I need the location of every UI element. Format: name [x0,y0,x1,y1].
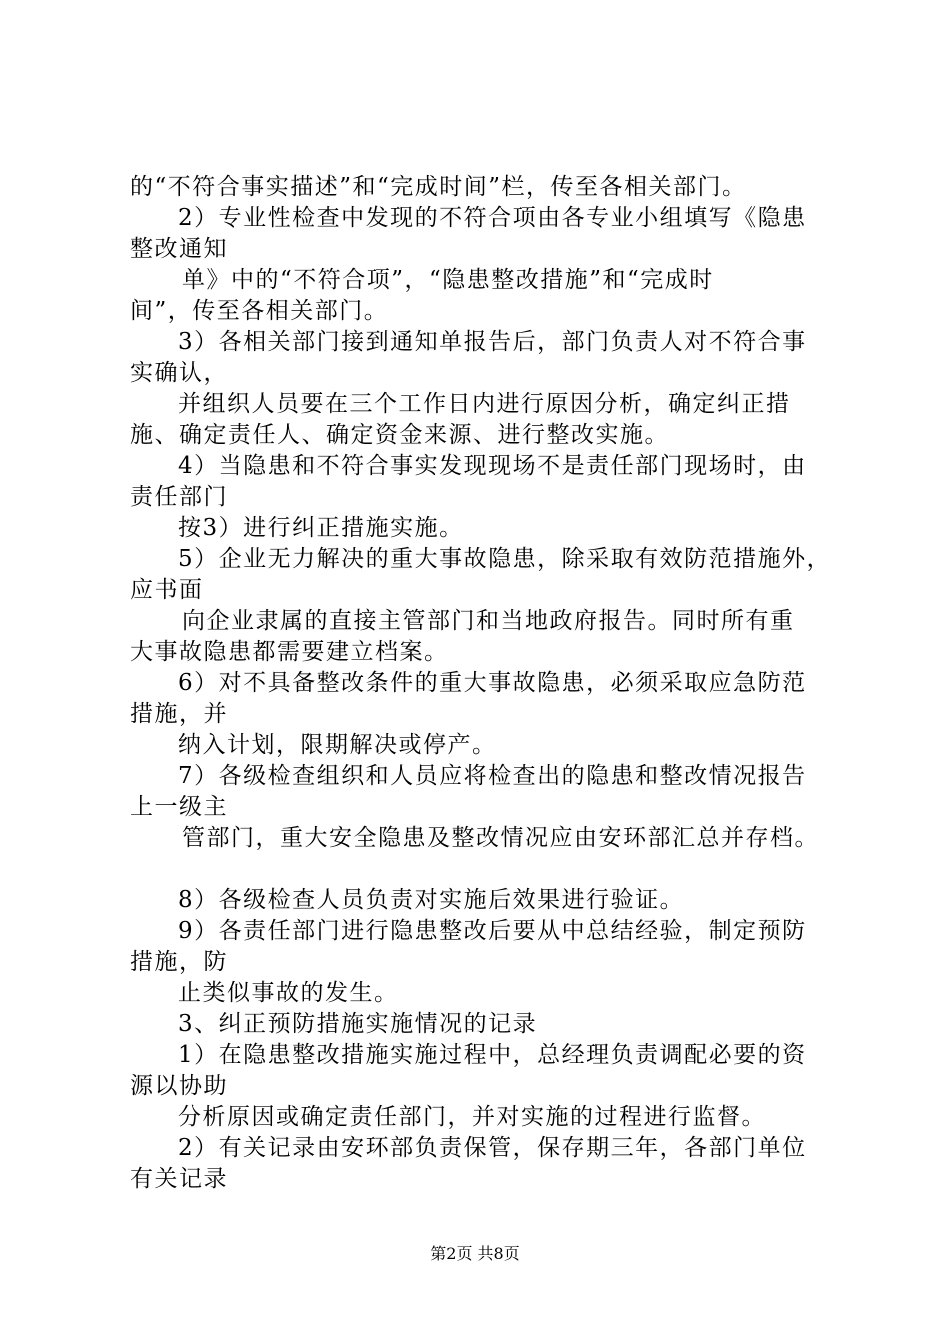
text-line: 1）在隐患整改措施实施过程中，总经理负责调配必要的资 [178,1042,807,1068]
text-line: 措施，并 [130,701,228,727]
text-line: 管部门，重大安全隐患及整改情况应由安环部汇总并存档。 [182,825,819,851]
text-line: 向企业隶属的直接主管部门和当地政府报告。同时所有重 [182,608,795,634]
text-line: 的“不符合事实描述”和“完成时间”栏，传至各相关部门。 [130,174,747,200]
text-line: 责任部门 [130,484,228,510]
document-body [130,172,860,1195]
page-number-footer: 第2页 共8页 [430,1244,520,1263]
text-line: 源以协助 [130,1073,228,1099]
text-line: 9）各责任部门进行隐患整改后要从中总结经验，制定预防 [178,918,807,944]
text-line: 单》中的“不符合项”，“隐患整改措施”和“完成时 [182,267,714,293]
text-line: 实确认， [130,360,228,386]
text-line: 4）当隐患和不符合事实发现现场不是责任部门现场时，由 [178,453,807,479]
paragraph-gap [130,854,860,885]
text-line: 纳入计划，限期解决或停产。 [178,732,497,758]
text-line: 并组织人员要在三个工作日内进行原因分析，确定纠正措 [178,391,791,417]
text-line: 2）专业性检查中发现的不符合项由各专业小组填写《隐患 [178,205,807,231]
text-line: 施、确定责任人、确定资金来源、进行整改实施。 [130,422,669,448]
section-heading: 3、纠正预防措施实施情况的记录 [178,1011,538,1037]
text-line: 上一级主 [130,794,228,820]
text-line: 按3）进行纠正措施实施。 [178,515,464,541]
text-line: 8）各级检查人员负责对实施后效果进行验证。 [178,887,685,913]
text-line: 大事故隐患都需要建立档案。 [130,639,449,665]
text-line: 有关记录 [130,1166,228,1192]
text-line: 2）有关记录由安环部负责保管，保存期三年，各部门单位 [178,1135,807,1161]
text-line: 措施，防 [130,949,228,975]
text-line: 3）各相关部门接到通知单报告后，部门负责人对不符合事 [178,329,807,355]
text-line: 应书面 [130,577,204,603]
text-line: 7）各级检查组织和人员应将检查出的隐患和整改情况报告 [178,763,807,789]
text-line: 止类似事故的发生。 [178,980,399,1006]
text-line: 间”，传至各相关部门。 [130,298,389,324]
text-line: 5）企业无力解决的重大事故隐患，除采取有效防范措施外， [178,546,832,572]
text-line: 分析原因或确定责任部门，并对实施的过程进行监督。 [178,1104,766,1130]
text-line: 6）对不具备整改条件的重大事故隐患，必须采取应急防范 [178,670,807,696]
text-line: 整改通知 [130,236,228,262]
